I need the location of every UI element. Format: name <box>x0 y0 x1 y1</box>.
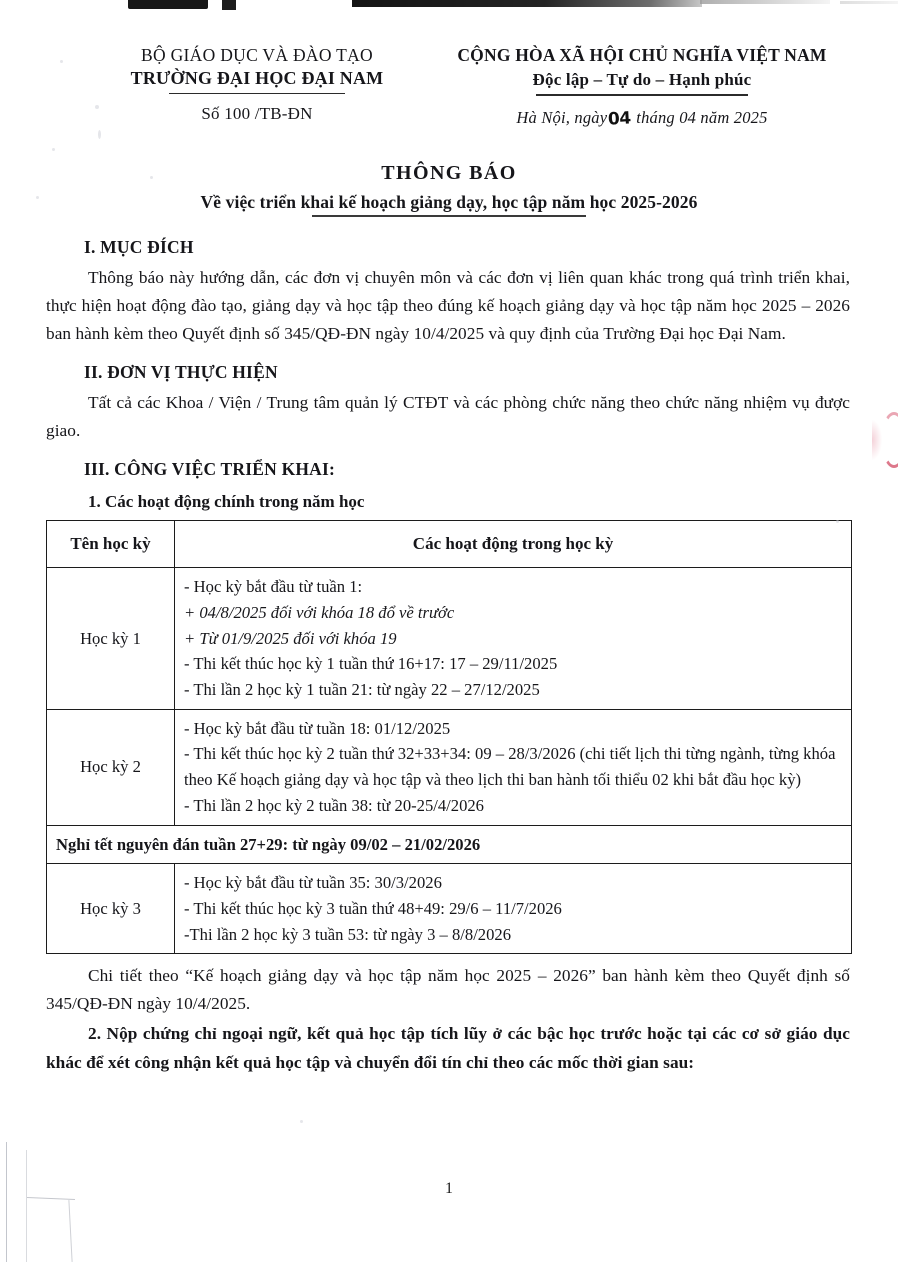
tet-holiday-text: Nghỉ tết nguyên đán tuần 27+29: từ ngày 09/02 – 21/02/2026 <box>47 825 852 864</box>
closing-block <box>46 962 852 1076</box>
column-header-term: Tên học kỳ <box>47 520 175 567</box>
page-number: 1 <box>445 1180 453 1197</box>
term-activities-3 <box>175 864 852 954</box>
table-header-row <box>47 520 852 567</box>
term-activities-2 <box>175 709 852 825</box>
activity-line: + 04/8/2025 đối với khóa 18 đổ về trước <box>184 602 455 622</box>
section-2-heading: II. ĐƠN VỊ THỰC HIỆN <box>84 361 278 382</box>
page-corner-fold-line-2 <box>68 1200 72 1262</box>
title-block <box>40 162 858 213</box>
activity-line: - Học kỳ bắt đầu từ tuần 1: <box>184 577 363 597</box>
dateline-month-year: tháng 04 năm 2025 <box>636 107 768 127</box>
academic-schedule-table <box>46 520 852 955</box>
dateline-prefix: Hà Nội, ngày <box>516 107 608 127</box>
section-1-heading: I. MỤC ĐÍCH <box>84 236 194 257</box>
ministry-name: BỘ GIÁO DỤC VÀ ĐÀO TẠO <box>141 45 373 65</box>
activity-line: - Thi kết thúc học kỳ 2 tuần thứ 32+33+34: 09 – 28/3/2026 (chi tiết lịch thi từng ngành, từng khóa theo Kế hoạch giảng dạy và học tập và theo lịch thi ban hành tối thiểu 02 khi bắt đầu học kỳ) <box>184 744 836 790</box>
scan-speck <box>300 1120 303 1123</box>
activity-line: - Học kỳ bắt đầu từ tuần 35: 30/3/2026 <box>184 873 442 893</box>
section-1-paragraph: Thông báo này hướng dẫn, các đơn vị chuyên môn và các đơn vị liên quan khác trong quá trình triển khai, thực hiện hoạt động đào tạo, giảng dạy và học tập theo đúng kế hoạch giảng dạy và học tập năm học 2025 – 2026 ban hành kèm theo Quyết định số 345/QĐ-ĐN ngày 10/4/2025 và quy định của Trường Đại học Đại Nam. <box>46 267 850 343</box>
country-name: CỘNG HÒA XÃ HỘI CHỦ NGHĨA VIỆT NAM <box>457 45 827 65</box>
term-name-3: Học kỳ 3 <box>47 864 175 954</box>
section-3-heading: III. CÔNG VIỆC TRIỂN KHAI: <box>84 458 336 479</box>
column-header-activities: Các hoạt động trong học kỳ <box>175 520 852 567</box>
term-activities-1 <box>175 568 852 710</box>
activity-line: - Thi lần 2 học kỳ 2 tuần 38: từ 20-25/4/2026 <box>184 795 484 815</box>
activity-line: + Từ 01/9/2025 đối với khóa 19 <box>184 628 397 648</box>
table-row <box>47 709 852 825</box>
document-header <box>40 44 858 128</box>
dateline <box>442 108 842 128</box>
section-3-item-1-heading: 1. Các hoạt động chính trong năm học <box>88 491 365 511</box>
page-edge-shadow-left <box>6 1142 7 1262</box>
table-row-tet-holiday <box>47 825 852 864</box>
document-body <box>40 237 858 1077</box>
activity-line: - Thi kết thúc học kỳ 1 tuần thứ 16+17: 17 – 29/11/2025 <box>184 654 558 674</box>
activity-line: - Thi kết thúc học kỳ 3 tuần thứ 48+49: 29/6 – 11/7/2026 <box>184 899 562 919</box>
closing-paragraph: Chi tiết theo “Kế hoạch giảng dạy và học tập năm học 2025 – 2026” ban hành kèm theo Quyết định số 345/QĐ-ĐN ngày 10/4/2025. <box>46 966 850 1014</box>
document-subtitle: Về việc triển khai kế hoạch giảng dạy, học tập năm học 2025-2026 <box>200 191 698 212</box>
table-row <box>47 568 852 710</box>
issuing-authority-block <box>98 44 416 124</box>
activity-line: - Thi lần 2 học kỳ 1 tuần 21: từ ngày 22 – 27/12/2025 <box>184 679 540 699</box>
term-name-2: Học kỳ 2 <box>47 709 175 825</box>
activity-line: - Học kỳ bắt đầu từ tuần 18: 01/12/2025 <box>184 718 451 738</box>
university-name: TRƯỜNG ĐẠI HỌC ĐẠI NAM <box>131 67 384 90</box>
page-edge-shadow-left-2 <box>26 1150 27 1262</box>
table-row <box>47 864 852 954</box>
section-2-paragraph: Tất cả các Khoa / Viện / Trung tâm quản lý CTĐT và các phòng chức năng theo chức năng nhiệm vụ được giao. <box>46 392 850 440</box>
national-motto: Độc lập – Tự do – Hạnh phúc <box>533 69 752 92</box>
activity-line: -Thi lần 2 học kỳ 3 tuần 53: từ ngày 3 – 8/8/2026 <box>184 924 511 944</box>
national-heading-block <box>442 44 842 128</box>
document-number: Số 100 /TB-ĐN <box>201 104 313 124</box>
term-name-1: Học kỳ 1 <box>47 568 175 710</box>
document-title: THÔNG BÁO <box>381 161 517 184</box>
section-3-item-2-paragraph: 2. Nộp chứng chỉ ngoại ngữ, kết quả học tập tích lũy ở các bậc học trước hoặc tại các cơ sở giáo dục khác để xét công nhận kết quả học tập và chuyển đổi tín chỉ theo các mốc thời gian sau: <box>46 1024 850 1072</box>
dateline-day-handwritten: 04 <box>607 108 632 130</box>
